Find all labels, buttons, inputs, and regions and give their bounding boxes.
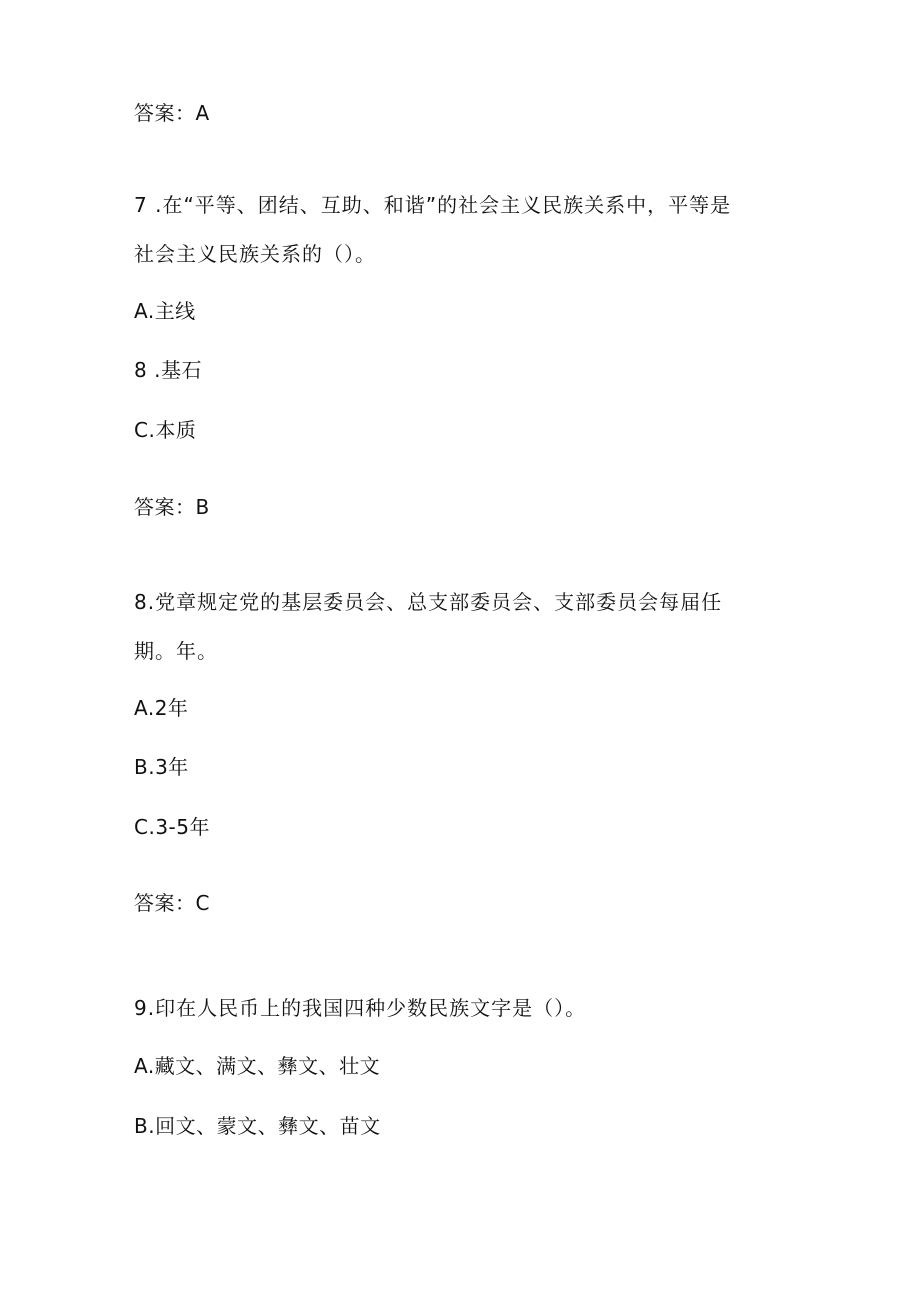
answer-8: 答案：C xyxy=(134,891,210,915)
question-8-line-1: 8.党章规定党的基层委员会、总支部委员会、支部委员会每届任 xyxy=(134,590,723,614)
question-7-option-a: A.主线 xyxy=(134,299,196,323)
question-9-option-a: A.藏文、满文、彝文、壮文 xyxy=(134,1054,381,1078)
question-7-option-b: 8 .基石 xyxy=(134,358,202,382)
question-8-line-2: 期。年。 xyxy=(134,639,218,663)
answer-7: 答案：B xyxy=(134,495,210,519)
question-7-option-c: C.本质 xyxy=(134,418,197,442)
question-9-option-b: B.回文、蒙文、彝文、苗文 xyxy=(134,1114,381,1138)
question-7-line-2: 社会主义民族关系的（）。 xyxy=(134,242,376,266)
question-9-line-1: 9.印在人民币上的我国四种少数民族文字是（）。 xyxy=(134,996,587,1020)
question-7-line-1: 7 .在“平等、团结、互助、和谐”的社会主义民族关系中，平等是 xyxy=(134,193,732,217)
answer-6: 答案：A xyxy=(134,101,210,125)
question-8-option-a: A.2年 xyxy=(134,696,189,720)
question-8-option-c: C.3-5年 xyxy=(134,815,210,839)
question-8-option-b: B.3年 xyxy=(134,755,189,779)
